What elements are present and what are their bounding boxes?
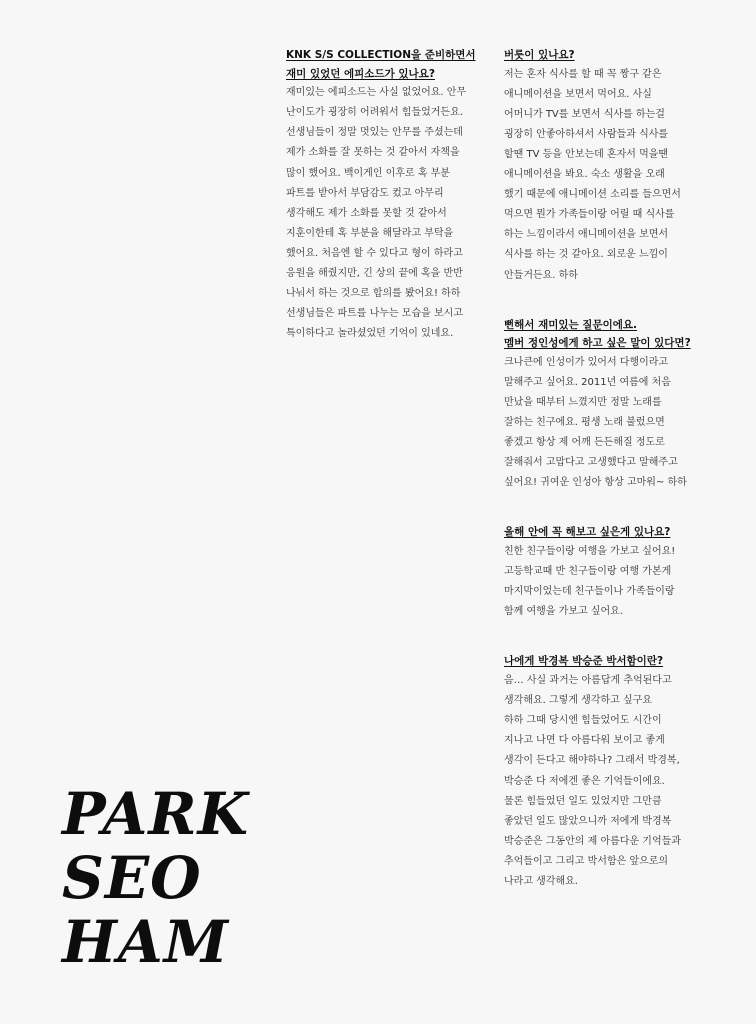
left-column <box>286 46 494 374</box>
right-column <box>504 46 712 922</box>
qa-block-member-message <box>504 316 712 494</box>
member-name-title <box>62 782 249 974</box>
qa-block-this-year <box>504 523 712 622</box>
qa-block-names <box>504 652 712 892</box>
question-heading: 버릇이 있나요? <box>504 49 575 61</box>
question-heading: KNK S/S COLLECTION을 준비하면서 재미 있었던 에피소드가 있나요? <box>286 49 476 80</box>
answer-text: 크나큰에 인성이가 있어서 다행이라고 말해주고 싶어요. 2011년 여름에 처음 만났을 때부터 느꼈지만 정말 노래를 잘하는 친구에요. 평생 노래 불렀으면 좋겠고 항상 제 어깨 든든해질 정도로 잘해줘서 고맙다고 고생했다고 말해주고 싶어요! 귀여운 인성아 항상 고마워~ 하하 <box>504 356 687 489</box>
qa-block-habit <box>504 46 712 286</box>
answer-text: 재미있는 에피소드는 사실 없었어요. 안무 난이도가 굉장히 어려워서 힘들었거든요. 선생님들이 정말 멋있는 안무를 주셨는데 제가 소화를 잘 못하는 것 같아서 자책을 많이 했어요. 백이게인 이후로 혹 부분 파트를 받아서 부담감도 컸고 아무리 생각해도 제가 소화를 못할 것 같아서 지훈이한테 혹 부분을 해달라고 부탁을 했어요. 처음엔 할 수 있다고 형이 하라고 응원을 해줬지만, 긴 상의 끝에 혹을 반반 나눠서 하는 것으로 합의를 봤어요! 하하 선생님들은 파트를 나누는 모습을 보시고 특이하다고 놀라셨었던 기억이 있네요. <box>286 87 467 340</box>
qa-block-episode <box>286 46 494 344</box>
answer-text: 친한 친구들이랑 여행을 가보고 싶어요! 고등학교때 반 친구들이랑 여행 가본게 마지막이었는데 친구들이나 가족들이랑 함께 여행을 가보고 싶어요. <box>504 546 676 618</box>
question-heading: 올해 안에 꼭 해보고 싶은게 있나요? <box>504 526 671 539</box>
answer-text: 음… 사실 과거는 아름답게 추억된다고 생각해요. 그렇게 생각하고 싶구요 하하 그때 당시엔 힘들었어도 시간이 지나고 나면 다 아름다워 보이고 좋게 생각이 든다고 해야하나? 그래서 박경복, 박승준 다 저에겐 좋은 기억들이에요. 물론 힘들었던 일도 있었지만 그만큼 좋았던 일도 많았으니까 저에게 박경복 박승준은 그동안의 제 아름다운 기억들과 추억들이고 그리고 박서함은 앞으로의 나라고 생각해요. <box>504 675 681 887</box>
name-line-3: HAM <box>62 908 230 976</box>
name-line-1: PARK <box>62 780 250 848</box>
name-line-2: SEO <box>62 844 202 912</box>
question-heading: 나에게 박경복 박승준 박서함이란? <box>504 655 664 668</box>
question-heading: 뻔해서 재미있는 질문이에요. 멤버 정인성에게 하고 싶은 말이 있다면? <box>504 318 691 350</box>
answer-text: 저는 혼자 식사를 할 때 꼭 짱구 같은 애니메이션을 보면서 먹어요. 사실 어머니가 TV를 보면서 식사를 하는걸 굉장히 안좋아하셔서 사람들과 식사를 할땐 TV 등을 안보는데 혼자서 먹을땐 애니메이션을 봐요. 숙소 생활을 오래 했기 때문에 애니메이션 소리를 들으면서 먹으면 뭔가 가족들이랑 어릴 때 식사를 하는 느낌이라서 애니메이션을 보면서 식사를 하는 것 같아요. 외로운 느낌이 안들거든요. 하하 <box>504 68 681 281</box>
